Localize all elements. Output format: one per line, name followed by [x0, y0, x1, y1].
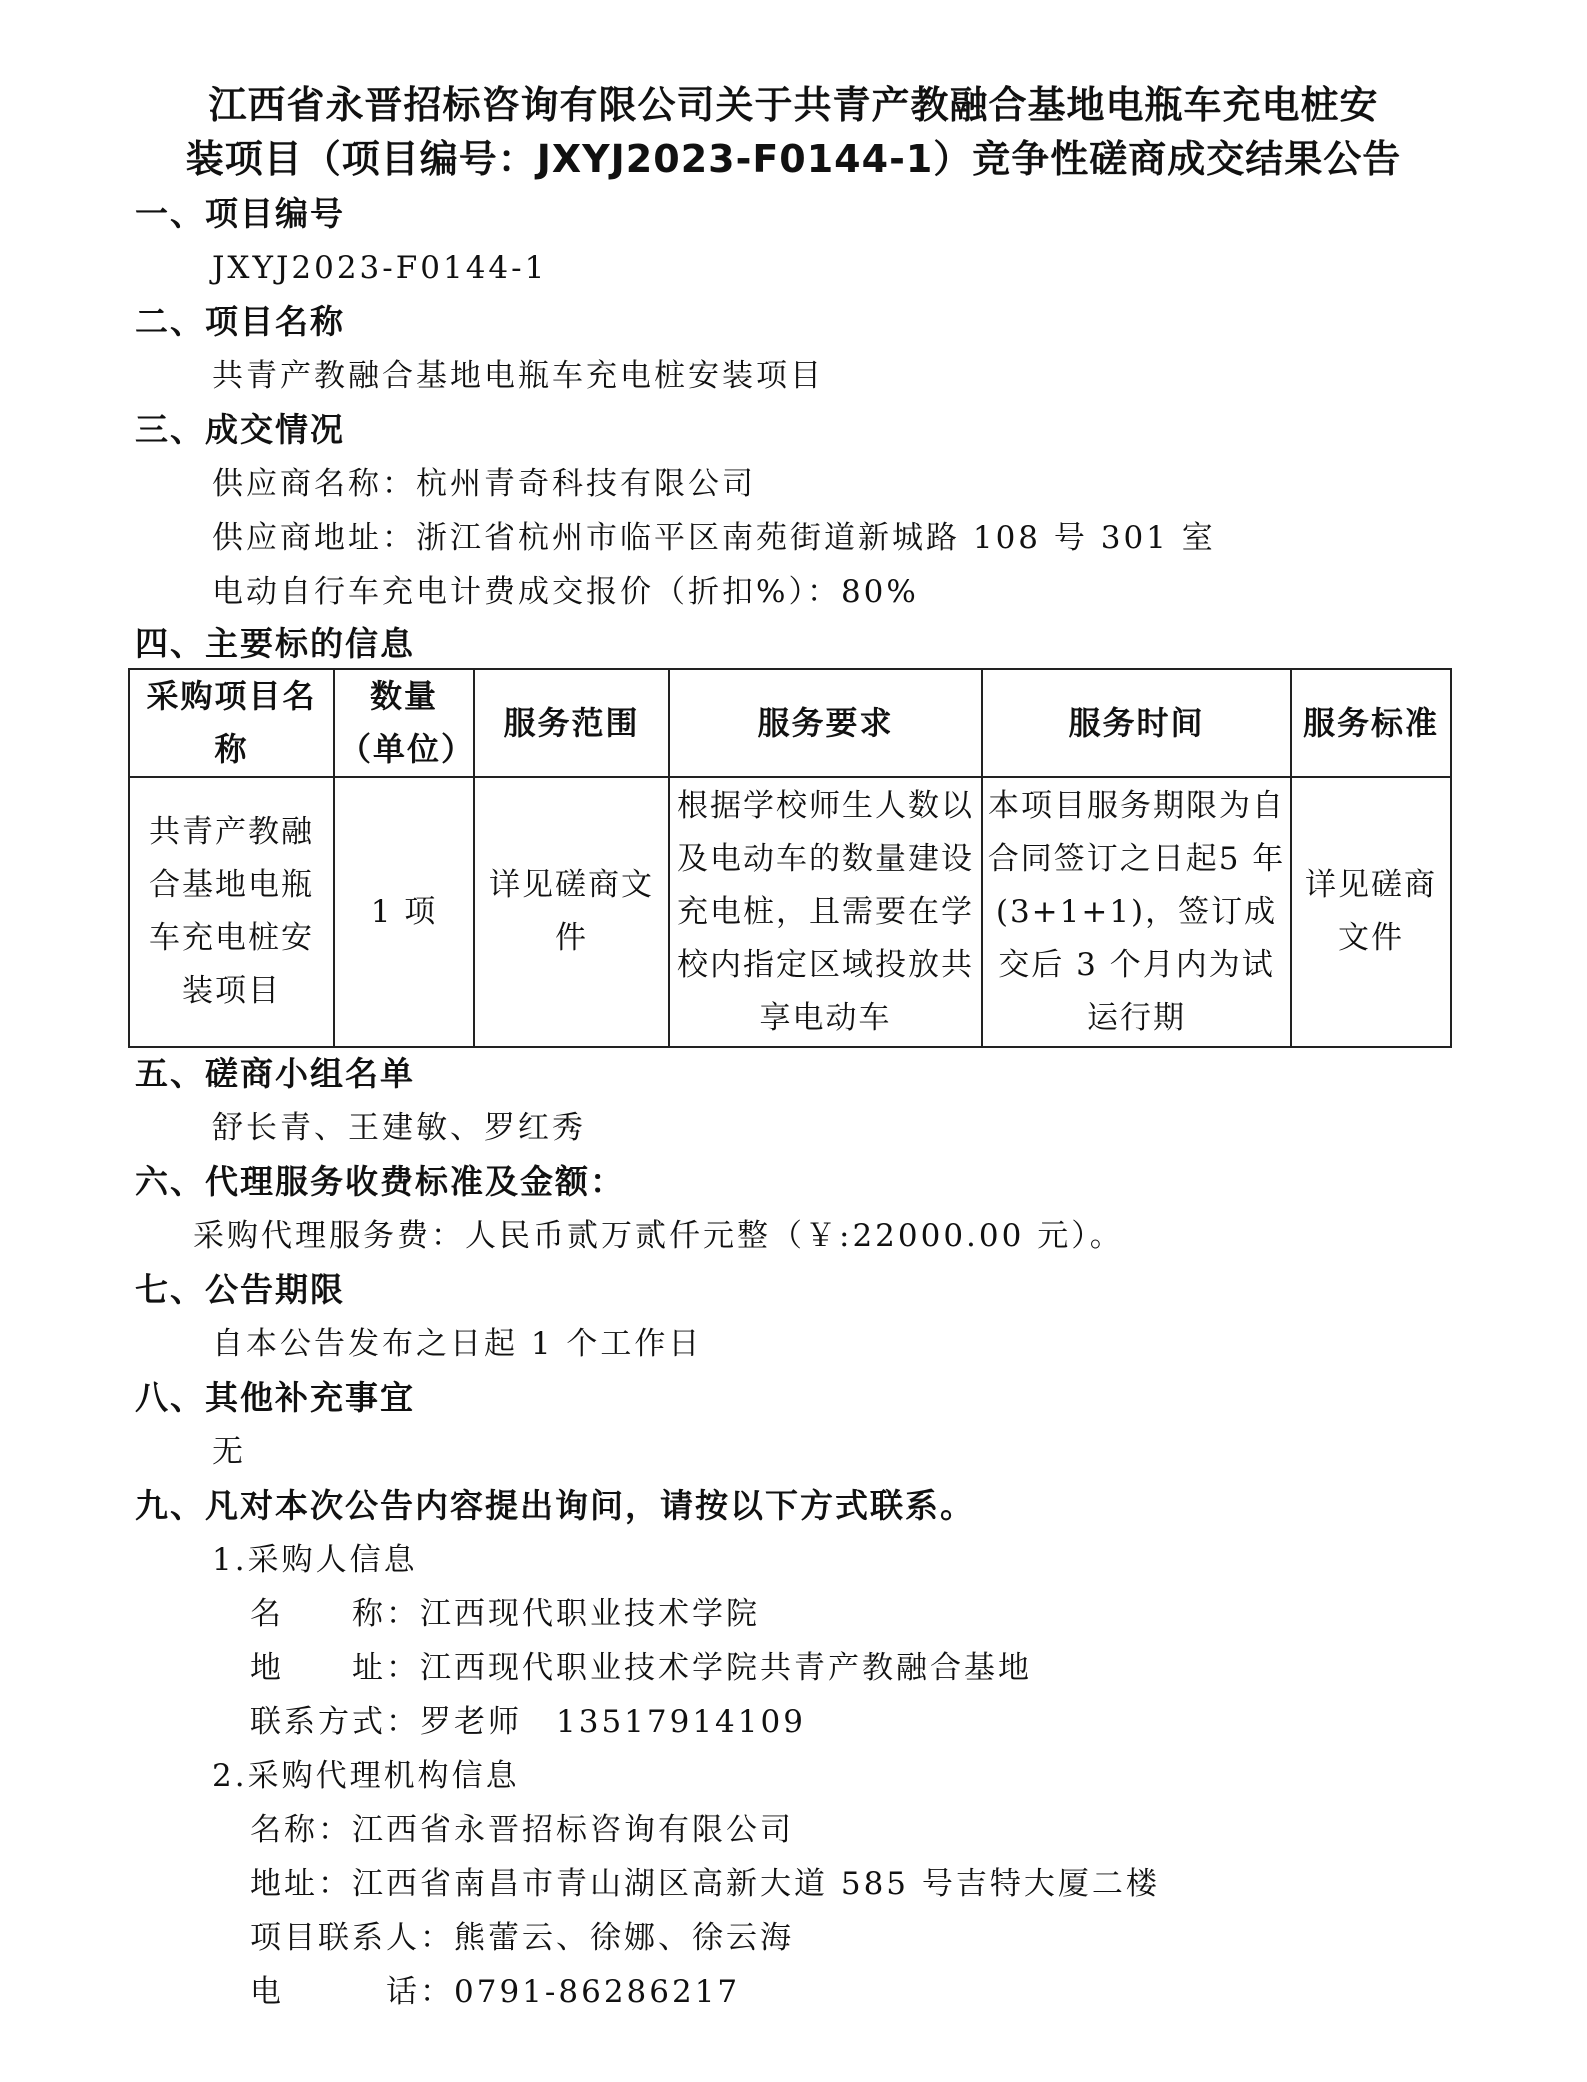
agency-address: 地址：江西省南昌市青山湖区高新大道 585 号吉特大厦二楼: [250, 1866, 1160, 1902]
deal-price: 电动自行车充电计费成交报价（折扣%）：80%: [212, 574, 919, 610]
agency-fee: 采购代理服务费：人民币贰万贰仟元整（￥:22000.00 元）。: [193, 1218, 1124, 1254]
cell-scope: 详见磋商文件: [474, 777, 669, 1047]
document-title-line-1: 江西省永晋招标咨询有限公司关于共青产教融合基地电瓶车充电桩安: [208, 83, 1379, 127]
supplier-address: 供应商地址：浙江省杭州市临平区南苑街道新城路 108 号 301 室: [212, 520, 1216, 556]
project-name: 共青产教融合基地电瓶车充电桩安装项目: [212, 358, 824, 394]
agency-info-heading: 2.采购代理机构信息: [212, 1758, 520, 1794]
header-scope: 服务范围: [474, 669, 669, 777]
section-3-heading: 三、成交情况: [135, 410, 345, 449]
supplier-name: 供应商名称：杭州青奇科技有限公司: [212, 466, 756, 502]
subject-info-table: [128, 668, 1452, 1048]
header-item-name: 采购项目名称: [129, 669, 334, 777]
project-number: JXYJ2023-F0144-1: [212, 250, 548, 286]
cell-item-name: 共青产教融合基地电瓶车充电桩安装项目: [129, 777, 334, 1047]
buyer-name: 名 称：江西现代职业技术学院: [250, 1596, 760, 1632]
document-title-line-2: 装项目（项目编号：JXYJ2023-F0144-1）竞争性磋商成交结果公告: [185, 137, 1402, 181]
buyer-info-heading: 1.采购人信息: [212, 1542, 418, 1578]
table-header-row: [129, 669, 1451, 777]
announcement-period: 自本公告发布之日起 1 个工作日: [212, 1326, 703, 1362]
agency-phone: 电 话：0791-86286217: [250, 1974, 741, 2010]
buyer-address: 地 址：江西现代职业技术学院共青产教融合基地: [250, 1650, 1032, 1686]
header-time: 服务时间: [982, 669, 1291, 777]
section-9-heading: 九、凡对本次公告内容提出询问，请按以下方式联系。: [135, 1486, 975, 1525]
agency-contacts: 项目联系人：熊蕾云、徐娜、徐云海: [250, 1920, 794, 1956]
section-7-heading: 七、公告期限: [135, 1270, 345, 1309]
section-6-heading: 六、代理服务收费标准及金额：: [135, 1162, 625, 1201]
section-1-heading: 一、项目编号: [135, 194, 345, 233]
panel-members: 舒长青、王建敏、罗红秀: [212, 1110, 586, 1146]
header-quantity: 数量（单位）: [334, 669, 474, 777]
header-requirement: 服务要求: [669, 669, 982, 777]
cell-quantity: 1 项: [334, 777, 474, 1047]
cell-requirement: 根据学校师生人数以及电动车的数量建设充电桩，且需要在学校内指定区域投放共享电动车: [669, 777, 982, 1047]
cell-standard: 详见磋商文件: [1291, 777, 1451, 1047]
section-8-heading: 八、其他补充事宜: [135, 1378, 415, 1417]
header-standard: 服务标准: [1291, 669, 1451, 777]
buyer-contact: 联系方式：罗老师 13517914109: [250, 1704, 806, 1740]
section-5-heading: 五、磋商小组名单: [135, 1054, 415, 1093]
agency-name: 名称：江西省永晋招标咨询有限公司: [250, 1812, 794, 1848]
table-row: [129, 777, 1451, 1047]
section-2-heading: 二、项目名称: [135, 302, 345, 341]
section-4-heading: 四、主要标的信息: [135, 624, 415, 663]
other-matters: 无: [212, 1434, 246, 1470]
cell-time: 本项目服务期限为自合同签订之日起5 年(3+1+1)，签订成交后 3 个月内为试运行期: [982, 777, 1291, 1047]
